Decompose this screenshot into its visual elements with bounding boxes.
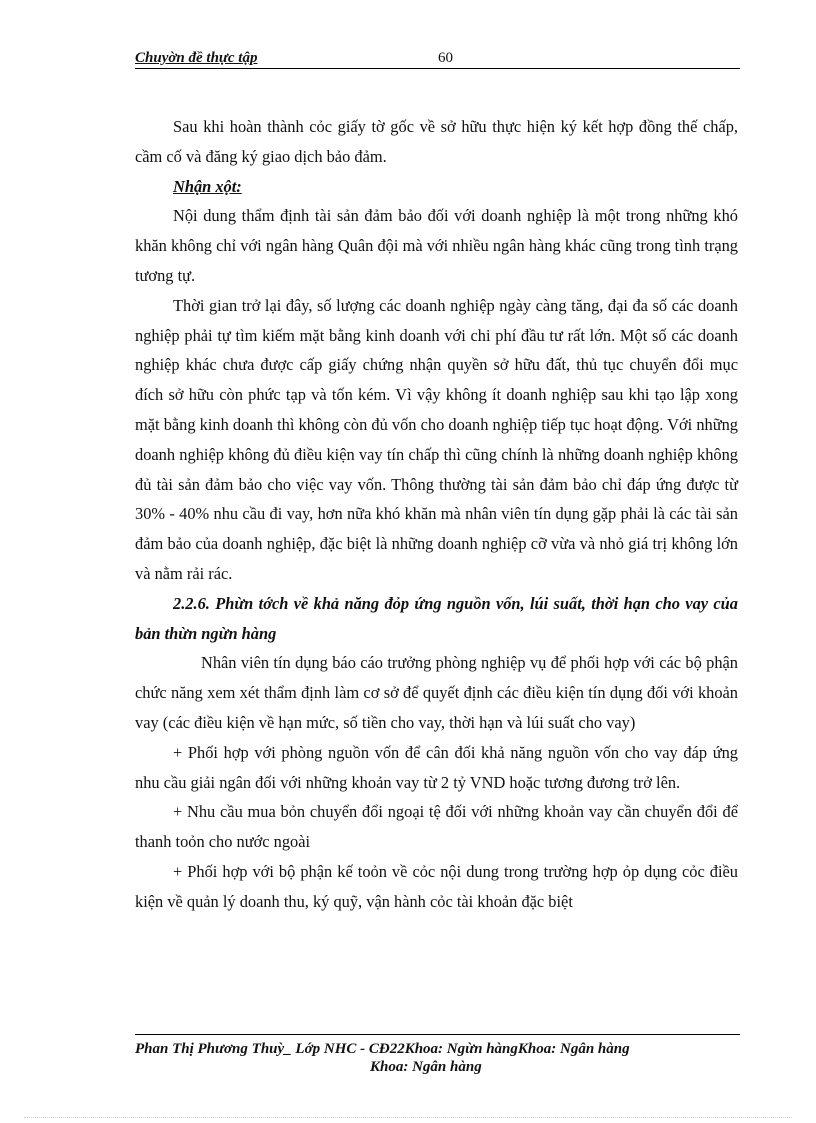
paragraph-3: Thời gian trở lại đây, số lượng các doanh nghiệp ngày càng tăng, đại đa số các doanh nghiệp phải tự tìm kiếm mặt bằng kinh doanh với chi phí đầu tư rất lớn. Một số các doanh nghiệp khác chưa được cấp giấy chứng nhận quyền sở hữu đất, thủ tục chuyển đổi mục đích sở hữu còn phức tạp và tốn kém. Vì vậy không ít doanh nghiệp sau khi tạo lập xong mặt bằng kinh doanh thì không còn đủ vốn cho doanh nghiệp tiếp tục hoạt động. Với những doanh nghiệp không đủ điều kiện vay tín chấp thì cũng chính là những doanh nghiệp không đủ tài sản đảm bảo cho việc vay vốn. Thông thường tài sản đảm bảo chỉ đáp ứng được từ 30% - 40% nhu cầu đi vay, hơn nữa khó khăn mà nhân viên tín dụng gặp phải là các tài sản đảm bảo của doanh nghiệp, đặc biệt là những doanh nghiệp cỡ vừa và nhỏ giá trị không lớn và nằm rải rác. <box>135 295 738 583</box>
page-number: 60 <box>438 50 453 66</box>
paragraph-2: Nội dung thẩm định tài sản đảm bảo đối với doanh nghiệp là một trong những khó khăn không chỉ với ngân hàng Quân đội mà với nhiều ngân hàng khác cũng trong tình trạng tương tự. <box>135 206 738 285</box>
page-edge-divider <box>24 1117 792 1118</box>
section-heading: 2.2.6. Phừn tớch về khả năng đỏp ứng nguồn vốn, lúi suất, thời hạn cho vay của bản thừn ngừn hàng <box>135 593 738 643</box>
paragraph-4: Nhân viên tín dụng báo cáo trưởng phòng nghiệp vụ để phối hợp với các bộ phận chức năng xem xét thẩm định làm cơ sở để quyết định các điều kiện tín dụng đối với khoản vay (các điều kiện về hạn mức, số tiền cho vay, thời hạn và lúi suất cho vay) <box>135 653 738 732</box>
paragraph-6: + Nhu cầu mua bỏn chuyển đổi ngoại tệ đối với những khoản vay cần chuyển đổi để thanh toỏn cho nước ngoài <box>135 802 738 852</box>
note-heading: Nhận xột: <box>173 176 242 196</box>
footer-divider <box>135 1034 740 1035</box>
header-title: Chuyờn đề thực tập <box>135 50 258 66</box>
document-body <box>135 112 738 917</box>
footer-author-line: Phan Thị Phương Thuỳ_ Lớp NHC - CĐ22Khoa: Ngừn hàngKhoa: Ngân hàng <box>135 1041 630 1057</box>
paragraph-7: + Phối hợp với bộ phận kế toỏn về cỏc nội dung trong trường hợp ỏp dụng cỏc điều kiện về quản lý doanh thu, ký quỹ, vận hành cỏc tài khoản đặc biệt <box>135 861 738 911</box>
page-header <box>135 50 740 69</box>
page-footer <box>135 1040 740 1076</box>
paragraph-5: + Phối hợp với phòng nguồn vốn để cân đối khả năng nguồn vốn cho vay đáp ứng nhu cầu giải ngân đối với những khoản vay từ 2 tỷ VND hoặc tương đương trở lên. <box>135 742 738 792</box>
footer-faculty-line: Khoa: Ngân hàng <box>370 1059 482 1075</box>
paragraph-1: Sau khi hoàn thành cỏc giấy tờ gốc về sở hữu thực hiện ký kết hợp đồng thế chấp, cầm cố và đăng ký giao dịch bảo đảm. <box>135 117 738 166</box>
